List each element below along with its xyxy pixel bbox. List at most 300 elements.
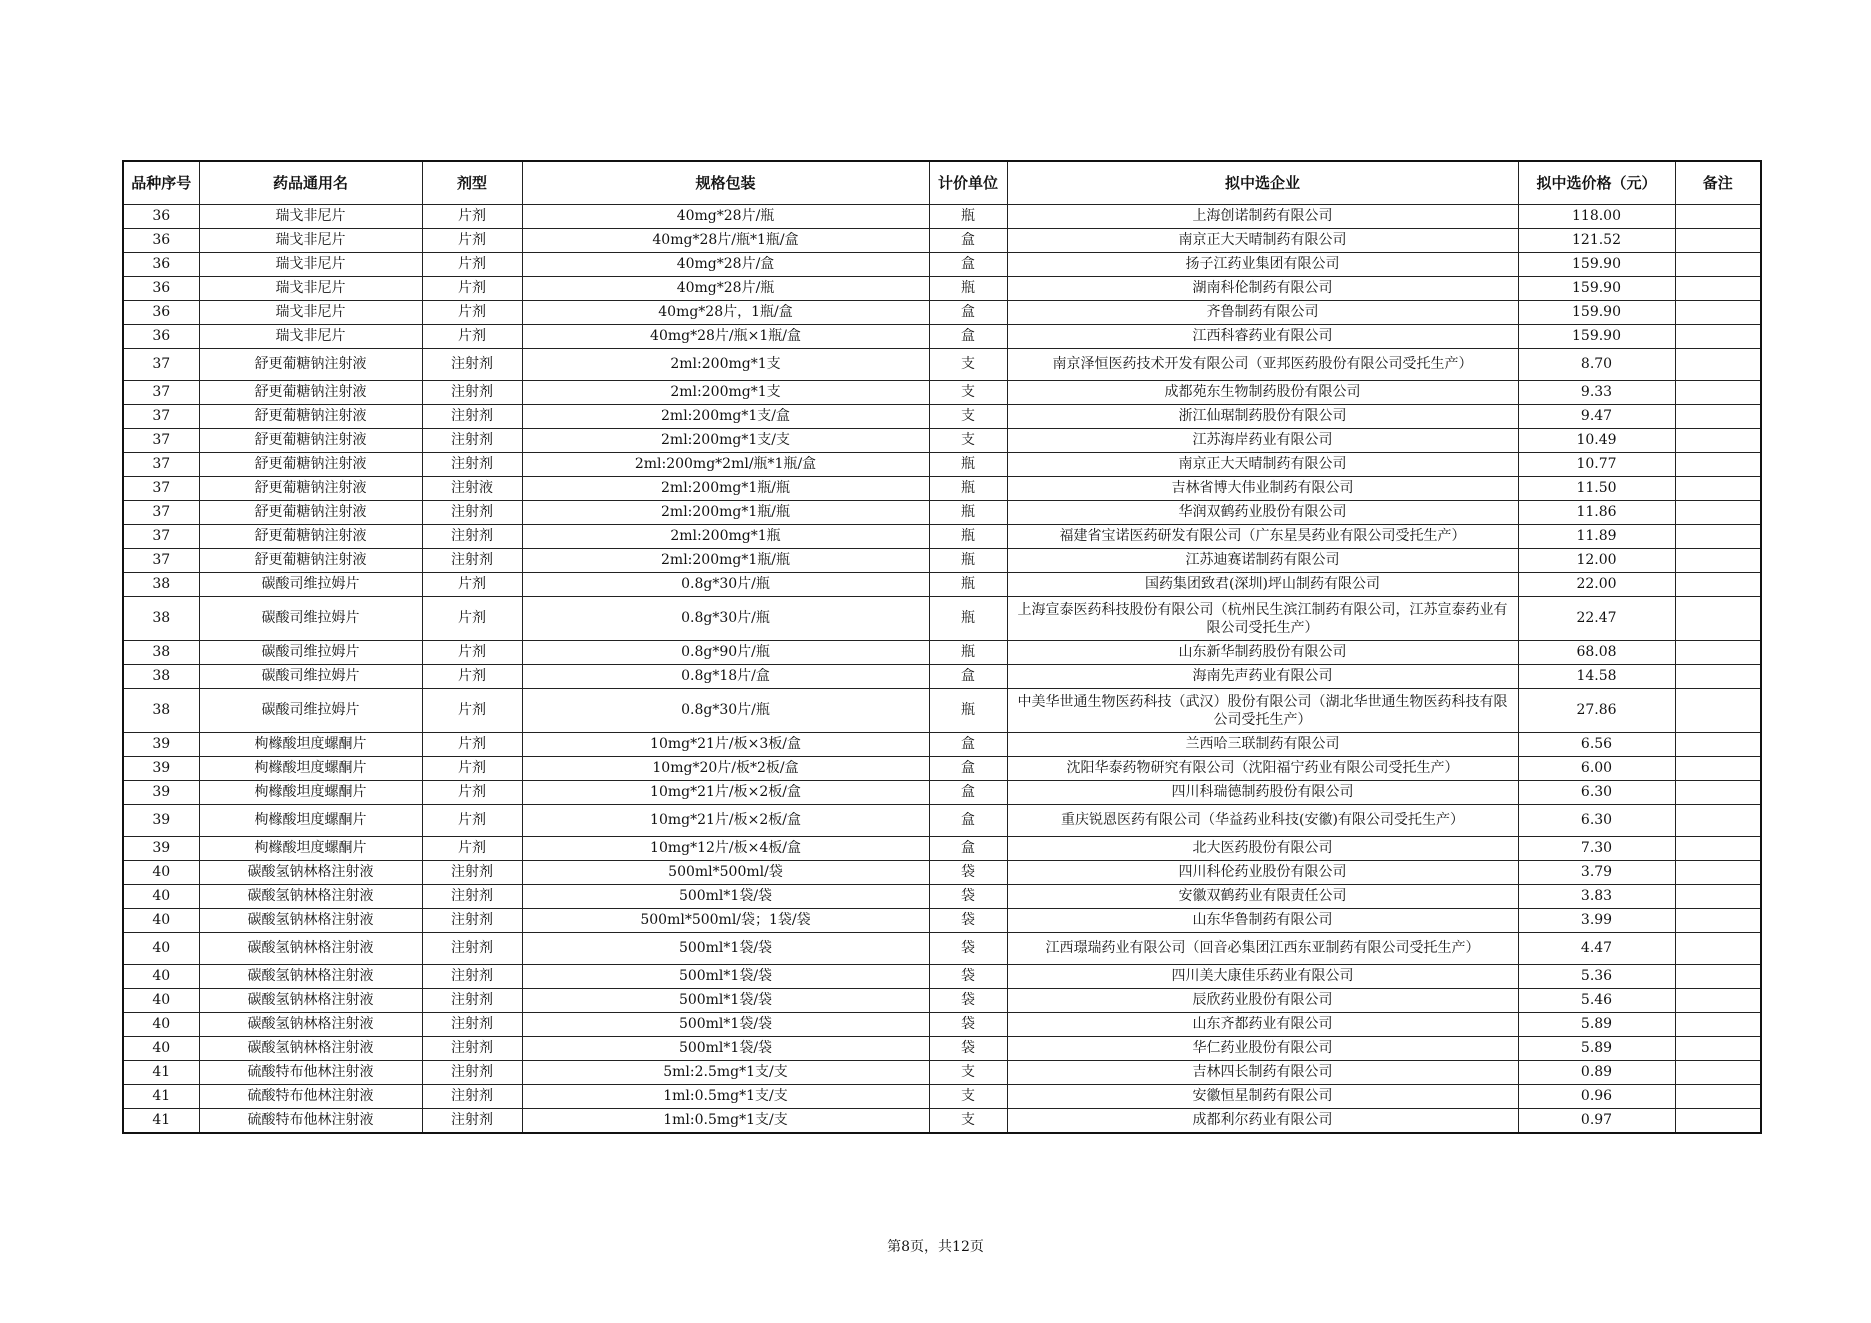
table-row bbox=[123, 805, 1761, 837]
cell-dosage-form: 片剂 bbox=[422, 205, 522, 229]
cell-dosage-form: 片剂 bbox=[422, 229, 522, 253]
cell-unit: 瓶 bbox=[929, 597, 1007, 641]
cell-dosage-form: 注射剂 bbox=[422, 933, 522, 965]
cell-company: 浙江仙琚制药股份有限公司 bbox=[1007, 405, 1518, 429]
cell-price: 22.00 bbox=[1518, 573, 1675, 597]
cell-spec: 500ml*1袋/袋 bbox=[522, 1013, 929, 1037]
cell-drug-name: 舒更葡糖钠注射液 bbox=[199, 349, 422, 381]
table-row bbox=[123, 1085, 1761, 1109]
column-header: 品种序号 bbox=[123, 161, 199, 205]
page-footer: 第8页，共12页 bbox=[887, 1239, 984, 1255]
cell-drug-name: 枸橼酸坦度螺酮片 bbox=[199, 757, 422, 781]
cell-note bbox=[1675, 205, 1761, 229]
cell-dosage-form: 注射剂 bbox=[422, 861, 522, 885]
cell-drug-name: 舒更葡糖钠注射液 bbox=[199, 477, 422, 501]
cell-note bbox=[1675, 453, 1761, 477]
cell-price: 11.50 bbox=[1518, 477, 1675, 501]
cell-drug-name: 碳酸司维拉姆片 bbox=[199, 665, 422, 689]
cell-price: 159.90 bbox=[1518, 325, 1675, 349]
cell-price: 3.83 bbox=[1518, 885, 1675, 909]
cell-drug-name: 硫酸特布他林注射液 bbox=[199, 1109, 422, 1134]
table-row bbox=[123, 909, 1761, 933]
cell-drug-name: 碳酸氢钠林格注射液 bbox=[199, 885, 422, 909]
cell-drug-name: 枸橼酸坦度螺酮片 bbox=[199, 805, 422, 837]
table-row bbox=[123, 205, 1761, 229]
cell-item-no: 40 bbox=[123, 861, 199, 885]
cell-company: 吉林四长制药有限公司 bbox=[1007, 1061, 1518, 1085]
cell-drug-name: 碳酸氢钠林格注射液 bbox=[199, 933, 422, 965]
cell-drug-name: 瑞戈非尼片 bbox=[199, 205, 422, 229]
cell-drug-name: 舒更葡糖钠注射液 bbox=[199, 405, 422, 429]
cell-item-no: 39 bbox=[123, 805, 199, 837]
cell-drug-name: 瑞戈非尼片 bbox=[199, 301, 422, 325]
cell-unit: 支 bbox=[929, 1061, 1007, 1085]
cell-company: 山东齐都药业有限公司 bbox=[1007, 1013, 1518, 1037]
cell-dosage-form: 片剂 bbox=[422, 689, 522, 733]
cell-note bbox=[1675, 1037, 1761, 1061]
cell-drug-name: 碳酸氢钠林格注射液 bbox=[199, 965, 422, 989]
cell-note bbox=[1675, 641, 1761, 665]
cell-dosage-form: 片剂 bbox=[422, 805, 522, 837]
table-row bbox=[123, 1061, 1761, 1085]
cell-note bbox=[1675, 429, 1761, 453]
cell-item-no: 39 bbox=[123, 733, 199, 757]
cell-spec: 40mg*28片，1瓶/盒 bbox=[522, 301, 929, 325]
cell-drug-name: 硫酸特布他林注射液 bbox=[199, 1061, 422, 1085]
table-row bbox=[123, 1013, 1761, 1037]
cell-company: 上海宣泰医药科技股份有限公司（杭州民生滨江制药有限公司，江苏宣泰药业有限公司受托生产） bbox=[1007, 597, 1518, 641]
table-row bbox=[123, 689, 1761, 733]
cell-item-no: 36 bbox=[123, 205, 199, 229]
cell-price: 3.79 bbox=[1518, 861, 1675, 885]
cell-price: 159.90 bbox=[1518, 301, 1675, 325]
cell-note bbox=[1675, 277, 1761, 301]
cell-note bbox=[1675, 665, 1761, 689]
cell-company: 南京正大天晴制药有限公司 bbox=[1007, 229, 1518, 253]
cell-note bbox=[1675, 837, 1761, 861]
cell-company: 江苏海岸药业有限公司 bbox=[1007, 429, 1518, 453]
cell-item-no: 37 bbox=[123, 549, 199, 573]
cell-unit: 瓶 bbox=[929, 689, 1007, 733]
cell-price: 14.58 bbox=[1518, 665, 1675, 689]
cell-spec: 2ml:200mg*2ml/瓶*1瓶/盒 bbox=[522, 453, 929, 477]
cell-spec: 500ml*1袋/袋 bbox=[522, 965, 929, 989]
table-row bbox=[123, 1109, 1761, 1134]
cell-unit: 支 bbox=[929, 405, 1007, 429]
cell-dosage-form: 片剂 bbox=[422, 665, 522, 689]
cell-note bbox=[1675, 965, 1761, 989]
cell-drug-name: 碳酸司维拉姆片 bbox=[199, 689, 422, 733]
cell-price: 12.00 bbox=[1518, 549, 1675, 573]
cell-spec: 1ml:0.5mg*1支/支 bbox=[522, 1085, 929, 1109]
cell-item-no: 38 bbox=[123, 597, 199, 641]
cell-drug-name: 瑞戈非尼片 bbox=[199, 277, 422, 301]
drug-price-table-container bbox=[122, 160, 1760, 1134]
cell-item-no: 40 bbox=[123, 933, 199, 965]
cell-note bbox=[1675, 861, 1761, 885]
cell-company: 山东新华制药股份有限公司 bbox=[1007, 641, 1518, 665]
cell-item-no: 36 bbox=[123, 253, 199, 277]
table-row bbox=[123, 325, 1761, 349]
cell-spec: 500ml*1袋/袋 bbox=[522, 989, 929, 1013]
cell-price: 4.47 bbox=[1518, 933, 1675, 965]
cell-price: 5.89 bbox=[1518, 1013, 1675, 1037]
column-header: 拟中选企业 bbox=[1007, 161, 1518, 205]
cell-price: 6.00 bbox=[1518, 757, 1675, 781]
cell-drug-name: 碳酸氢钠林格注射液 bbox=[199, 909, 422, 933]
cell-spec: 40mg*28片/瓶 bbox=[522, 205, 929, 229]
table-row bbox=[123, 229, 1761, 253]
cell-price: 121.52 bbox=[1518, 229, 1675, 253]
cell-spec: 10mg*21片/板×2板/盒 bbox=[522, 781, 929, 805]
cell-price: 8.70 bbox=[1518, 349, 1675, 381]
table-row bbox=[123, 965, 1761, 989]
cell-unit: 瓶 bbox=[929, 641, 1007, 665]
cell-spec: 500ml*500ml/袋；1袋/袋 bbox=[522, 909, 929, 933]
cell-note bbox=[1675, 253, 1761, 277]
cell-price: 5.36 bbox=[1518, 965, 1675, 989]
cell-price: 7.30 bbox=[1518, 837, 1675, 861]
cell-spec: 10mg*20片/板*2板/盒 bbox=[522, 757, 929, 781]
cell-note bbox=[1675, 805, 1761, 837]
cell-note bbox=[1675, 325, 1761, 349]
cell-note bbox=[1675, 1061, 1761, 1085]
cell-drug-name: 瑞戈非尼片 bbox=[199, 325, 422, 349]
cell-dosage-form: 片剂 bbox=[422, 597, 522, 641]
column-header: 药品通用名 bbox=[199, 161, 422, 205]
cell-price: 22.47 bbox=[1518, 597, 1675, 641]
cell-dosage-form: 注射剂 bbox=[422, 1061, 522, 1085]
cell-dosage-form: 注射剂 bbox=[422, 909, 522, 933]
cell-unit: 袋 bbox=[929, 885, 1007, 909]
cell-company: 国药集团致君(深圳)坪山制药有限公司 bbox=[1007, 573, 1518, 597]
cell-item-no: 40 bbox=[123, 989, 199, 1013]
cell-company: 成都利尔药业有限公司 bbox=[1007, 1109, 1518, 1134]
cell-dosage-form: 注射剂 bbox=[422, 501, 522, 525]
table-row bbox=[123, 277, 1761, 301]
cell-item-no: 37 bbox=[123, 477, 199, 501]
cell-company: 扬子江药业集团有限公司 bbox=[1007, 253, 1518, 277]
cell-item-no: 38 bbox=[123, 665, 199, 689]
cell-note bbox=[1675, 1013, 1761, 1037]
cell-price: 10.49 bbox=[1518, 429, 1675, 453]
cell-price: 11.86 bbox=[1518, 501, 1675, 525]
cell-dosage-form: 片剂 bbox=[422, 641, 522, 665]
cell-drug-name: 舒更葡糖钠注射液 bbox=[199, 381, 422, 405]
cell-price: 118.00 bbox=[1518, 205, 1675, 229]
cell-drug-name: 舒更葡糖钠注射液 bbox=[199, 525, 422, 549]
cell-dosage-form: 片剂 bbox=[422, 301, 522, 325]
cell-item-no: 39 bbox=[123, 781, 199, 805]
cell-company: 兰西哈三联制药有限公司 bbox=[1007, 733, 1518, 757]
cell-dosage-form: 片剂 bbox=[422, 757, 522, 781]
cell-price: 9.47 bbox=[1518, 405, 1675, 429]
table-row bbox=[123, 597, 1761, 641]
cell-company: 江苏迪赛诺制药有限公司 bbox=[1007, 549, 1518, 573]
cell-item-no: 36 bbox=[123, 301, 199, 325]
cell-unit: 袋 bbox=[929, 1013, 1007, 1037]
cell-item-no: 36 bbox=[123, 325, 199, 349]
cell-company: 华润双鹤药业股份有限公司 bbox=[1007, 501, 1518, 525]
cell-note bbox=[1675, 1109, 1761, 1134]
cell-note bbox=[1675, 349, 1761, 381]
table-row bbox=[123, 549, 1761, 573]
table-row bbox=[123, 405, 1761, 429]
cell-price: 6.30 bbox=[1518, 805, 1675, 837]
cell-dosage-form: 注射液 bbox=[422, 477, 522, 501]
cell-unit: 袋 bbox=[929, 1037, 1007, 1061]
cell-unit: 支 bbox=[929, 1085, 1007, 1109]
cell-unit: 盒 bbox=[929, 733, 1007, 757]
cell-note bbox=[1675, 501, 1761, 525]
table-header-row bbox=[123, 161, 1761, 205]
cell-drug-name: 枸橼酸坦度螺酮片 bbox=[199, 733, 422, 757]
table-row bbox=[123, 641, 1761, 665]
table-row bbox=[123, 989, 1761, 1013]
cell-drug-name: 舒更葡糖钠注射液 bbox=[199, 501, 422, 525]
table-row bbox=[123, 885, 1761, 909]
cell-spec: 2ml:200mg*1瓶/瓶 bbox=[522, 549, 929, 573]
cell-dosage-form: 注射剂 bbox=[422, 429, 522, 453]
cell-drug-name: 碳酸司维拉姆片 bbox=[199, 641, 422, 665]
cell-item-no: 39 bbox=[123, 837, 199, 861]
table-row bbox=[123, 781, 1761, 805]
cell-company: 中美华世通生物医药科技（武汉）股份有限公司（湖北华世通生物医药科技有限公司受托生产） bbox=[1007, 689, 1518, 733]
column-header: 计价单位 bbox=[929, 161, 1007, 205]
table-row bbox=[123, 733, 1761, 757]
cell-company: 齐鲁制药有限公司 bbox=[1007, 301, 1518, 325]
cell-dosage-form: 注射剂 bbox=[422, 525, 522, 549]
table-row bbox=[123, 861, 1761, 885]
cell-company: 重庆锐恩医药有限公司（华益药业科技(安徽)有限公司受托生产） bbox=[1007, 805, 1518, 837]
cell-note bbox=[1675, 757, 1761, 781]
cell-spec: 10mg*21片/板×3板/盒 bbox=[522, 733, 929, 757]
cell-dosage-form: 片剂 bbox=[422, 253, 522, 277]
cell-unit: 瓶 bbox=[929, 453, 1007, 477]
table-row bbox=[123, 665, 1761, 689]
table-row bbox=[123, 501, 1761, 525]
cell-company: 华仁药业股份有限公司 bbox=[1007, 1037, 1518, 1061]
table-body bbox=[123, 205, 1761, 1134]
cell-note bbox=[1675, 477, 1761, 501]
cell-price: 27.86 bbox=[1518, 689, 1675, 733]
cell-note bbox=[1675, 597, 1761, 641]
cell-company: 上海创诺制药有限公司 bbox=[1007, 205, 1518, 229]
cell-spec: 500ml*1袋/袋 bbox=[522, 885, 929, 909]
cell-spec: 40mg*28片/瓶×1瓶/盒 bbox=[522, 325, 929, 349]
cell-unit: 袋 bbox=[929, 933, 1007, 965]
cell-item-no: 41 bbox=[123, 1109, 199, 1134]
cell-spec: 0.8g*30片/瓶 bbox=[522, 597, 929, 641]
column-header: 剂型 bbox=[422, 161, 522, 205]
cell-spec: 40mg*28片/盒 bbox=[522, 253, 929, 277]
cell-item-no: 40 bbox=[123, 965, 199, 989]
cell-spec: 2ml:200mg*1支/盒 bbox=[522, 405, 929, 429]
cell-item-no: 40 bbox=[123, 885, 199, 909]
cell-item-no: 41 bbox=[123, 1061, 199, 1085]
cell-drug-name: 硫酸特布他林注射液 bbox=[199, 1085, 422, 1109]
cell-item-no: 39 bbox=[123, 757, 199, 781]
cell-spec: 5ml:2.5mg*1支/支 bbox=[522, 1061, 929, 1085]
cell-item-no: 37 bbox=[123, 525, 199, 549]
cell-price: 5.46 bbox=[1518, 989, 1675, 1013]
cell-spec: 500ml*500ml/袋 bbox=[522, 861, 929, 885]
column-header: 备注 bbox=[1675, 161, 1761, 205]
cell-unit: 瓶 bbox=[929, 277, 1007, 301]
table-row bbox=[123, 253, 1761, 277]
cell-dosage-form: 片剂 bbox=[422, 837, 522, 861]
cell-spec: 2ml:200mg*1支 bbox=[522, 381, 929, 405]
cell-spec: 2ml:200mg*1支 bbox=[522, 349, 929, 381]
cell-spec: 40mg*28片/瓶*1瓶/盒 bbox=[522, 229, 929, 253]
cell-unit: 盒 bbox=[929, 229, 1007, 253]
cell-note bbox=[1675, 933, 1761, 965]
cell-dosage-form: 注射剂 bbox=[422, 1013, 522, 1037]
cell-dosage-form: 片剂 bbox=[422, 325, 522, 349]
table-row bbox=[123, 381, 1761, 405]
cell-dosage-form: 注射剂 bbox=[422, 1085, 522, 1109]
cell-item-no: 41 bbox=[123, 1085, 199, 1109]
cell-unit: 瓶 bbox=[929, 573, 1007, 597]
cell-item-no: 40 bbox=[123, 909, 199, 933]
cell-spec: 2ml:200mg*1瓶/瓶 bbox=[522, 477, 929, 501]
cell-unit: 瓶 bbox=[929, 501, 1007, 525]
cell-item-no: 37 bbox=[123, 501, 199, 525]
cell-unit: 支 bbox=[929, 429, 1007, 453]
column-header: 规格包装 bbox=[522, 161, 929, 205]
cell-unit: 盒 bbox=[929, 781, 1007, 805]
cell-unit: 瓶 bbox=[929, 549, 1007, 573]
cell-unit: 瓶 bbox=[929, 205, 1007, 229]
cell-item-no: 38 bbox=[123, 573, 199, 597]
cell-note bbox=[1675, 689, 1761, 733]
cell-unit: 盒 bbox=[929, 805, 1007, 837]
table-row bbox=[123, 429, 1761, 453]
cell-price: 159.90 bbox=[1518, 253, 1675, 277]
cell-item-no: 37 bbox=[123, 429, 199, 453]
cell-dosage-form: 注射剂 bbox=[422, 405, 522, 429]
cell-price: 6.30 bbox=[1518, 781, 1675, 805]
cell-company: 成都苑东生物制药股份有限公司 bbox=[1007, 381, 1518, 405]
cell-dosage-form: 片剂 bbox=[422, 733, 522, 757]
cell-dosage-form: 注射剂 bbox=[422, 965, 522, 989]
cell-unit: 支 bbox=[929, 1109, 1007, 1134]
cell-price: 10.77 bbox=[1518, 453, 1675, 477]
cell-unit: 盒 bbox=[929, 665, 1007, 689]
cell-spec: 0.8g*18片/盒 bbox=[522, 665, 929, 689]
cell-spec: 1ml:0.5mg*1支/支 bbox=[522, 1109, 929, 1134]
cell-spec: 0.8g*30片/瓶 bbox=[522, 573, 929, 597]
cell-drug-name: 碳酸司维拉姆片 bbox=[199, 597, 422, 641]
cell-spec: 2ml:200mg*1支/支 bbox=[522, 429, 929, 453]
cell-company: 福建省宝诺医药研发有限公司（广东星昊药业有限公司受托生产） bbox=[1007, 525, 1518, 549]
cell-spec: 10mg*12片/板×4板/盒 bbox=[522, 837, 929, 861]
cell-dosage-form: 注射剂 bbox=[422, 381, 522, 405]
cell-drug-name: 瑞戈非尼片 bbox=[199, 229, 422, 253]
cell-item-no: 38 bbox=[123, 641, 199, 665]
table-row bbox=[123, 301, 1761, 325]
cell-company: 四川美大康佳乐药业有限公司 bbox=[1007, 965, 1518, 989]
cell-unit: 盒 bbox=[929, 757, 1007, 781]
cell-unit: 瓶 bbox=[929, 525, 1007, 549]
cell-note bbox=[1675, 549, 1761, 573]
cell-price: 68.08 bbox=[1518, 641, 1675, 665]
cell-price: 3.99 bbox=[1518, 909, 1675, 933]
cell-spec: 500ml*1袋/袋 bbox=[522, 933, 929, 965]
cell-spec: 500ml*1袋/袋 bbox=[522, 1037, 929, 1061]
cell-company: 湖南科伦制药有限公司 bbox=[1007, 277, 1518, 301]
cell-drug-name: 碳酸氢钠林格注射液 bbox=[199, 989, 422, 1013]
cell-price: 159.90 bbox=[1518, 277, 1675, 301]
cell-drug-name: 碳酸司维拉姆片 bbox=[199, 573, 422, 597]
cell-note bbox=[1675, 301, 1761, 325]
cell-company: 北大医药股份有限公司 bbox=[1007, 837, 1518, 861]
column-header: 拟中选价格（元） bbox=[1518, 161, 1675, 205]
cell-unit: 袋 bbox=[929, 861, 1007, 885]
cell-drug-name: 舒更葡糖钠注射液 bbox=[199, 549, 422, 573]
cell-price: 0.96 bbox=[1518, 1085, 1675, 1109]
cell-price: 5.89 bbox=[1518, 1037, 1675, 1061]
cell-note bbox=[1675, 885, 1761, 909]
cell-drug-name: 舒更葡糖钠注射液 bbox=[199, 453, 422, 477]
table-row bbox=[123, 933, 1761, 965]
cell-note bbox=[1675, 525, 1761, 549]
cell-dosage-form: 注射剂 bbox=[422, 549, 522, 573]
cell-unit: 盒 bbox=[929, 837, 1007, 861]
cell-unit: 支 bbox=[929, 349, 1007, 381]
cell-item-no: 40 bbox=[123, 1037, 199, 1061]
table-row bbox=[123, 757, 1761, 781]
cell-item-no: 38 bbox=[123, 689, 199, 733]
cell-spec: 0.8g*90片/瓶 bbox=[522, 641, 929, 665]
cell-drug-name: 碳酸氢钠林格注射液 bbox=[199, 861, 422, 885]
cell-unit: 盒 bbox=[929, 301, 1007, 325]
cell-dosage-form: 注射剂 bbox=[422, 989, 522, 1013]
cell-note bbox=[1675, 909, 1761, 933]
table-row bbox=[123, 477, 1761, 501]
cell-company: 四川科瑞德制药股份有限公司 bbox=[1007, 781, 1518, 805]
cell-item-no: 37 bbox=[123, 405, 199, 429]
cell-unit: 袋 bbox=[929, 989, 1007, 1013]
drug-price-table bbox=[122, 160, 1762, 1134]
cell-company: 四川科伦药业股份有限公司 bbox=[1007, 861, 1518, 885]
table-row bbox=[123, 573, 1761, 597]
cell-item-no: 37 bbox=[123, 381, 199, 405]
cell-spec: 10mg*21片/板×2板/盒 bbox=[522, 805, 929, 837]
cell-price: 0.97 bbox=[1518, 1109, 1675, 1134]
cell-company: 江西璟瑞药业有限公司（回音必集团江西东亚制药有限公司受托生产） bbox=[1007, 933, 1518, 965]
cell-price: 11.89 bbox=[1518, 525, 1675, 549]
cell-dosage-form: 注射剂 bbox=[422, 453, 522, 477]
table-row bbox=[123, 525, 1761, 549]
cell-item-no: 37 bbox=[123, 349, 199, 381]
cell-note bbox=[1675, 381, 1761, 405]
cell-spec: 2ml:200mg*1瓶 bbox=[522, 525, 929, 549]
cell-company: 山东华鲁制药有限公司 bbox=[1007, 909, 1518, 933]
cell-company: 海南先声药业有限公司 bbox=[1007, 665, 1518, 689]
cell-note bbox=[1675, 573, 1761, 597]
cell-price: 0.89 bbox=[1518, 1061, 1675, 1085]
table-row bbox=[123, 1037, 1761, 1061]
cell-company: 南京正大天晴制药有限公司 bbox=[1007, 453, 1518, 477]
cell-dosage-form: 注射剂 bbox=[422, 885, 522, 909]
cell-company: 沈阳华泰药物研究有限公司（沈阳福宁药业有限公司受托生产） bbox=[1007, 757, 1518, 781]
cell-dosage-form: 注射剂 bbox=[422, 1037, 522, 1061]
cell-item-no: 40 bbox=[123, 1013, 199, 1037]
cell-price: 6.56 bbox=[1518, 733, 1675, 757]
cell-spec: 40mg*28片/瓶 bbox=[522, 277, 929, 301]
cell-company: 安徽恒星制药有限公司 bbox=[1007, 1085, 1518, 1109]
